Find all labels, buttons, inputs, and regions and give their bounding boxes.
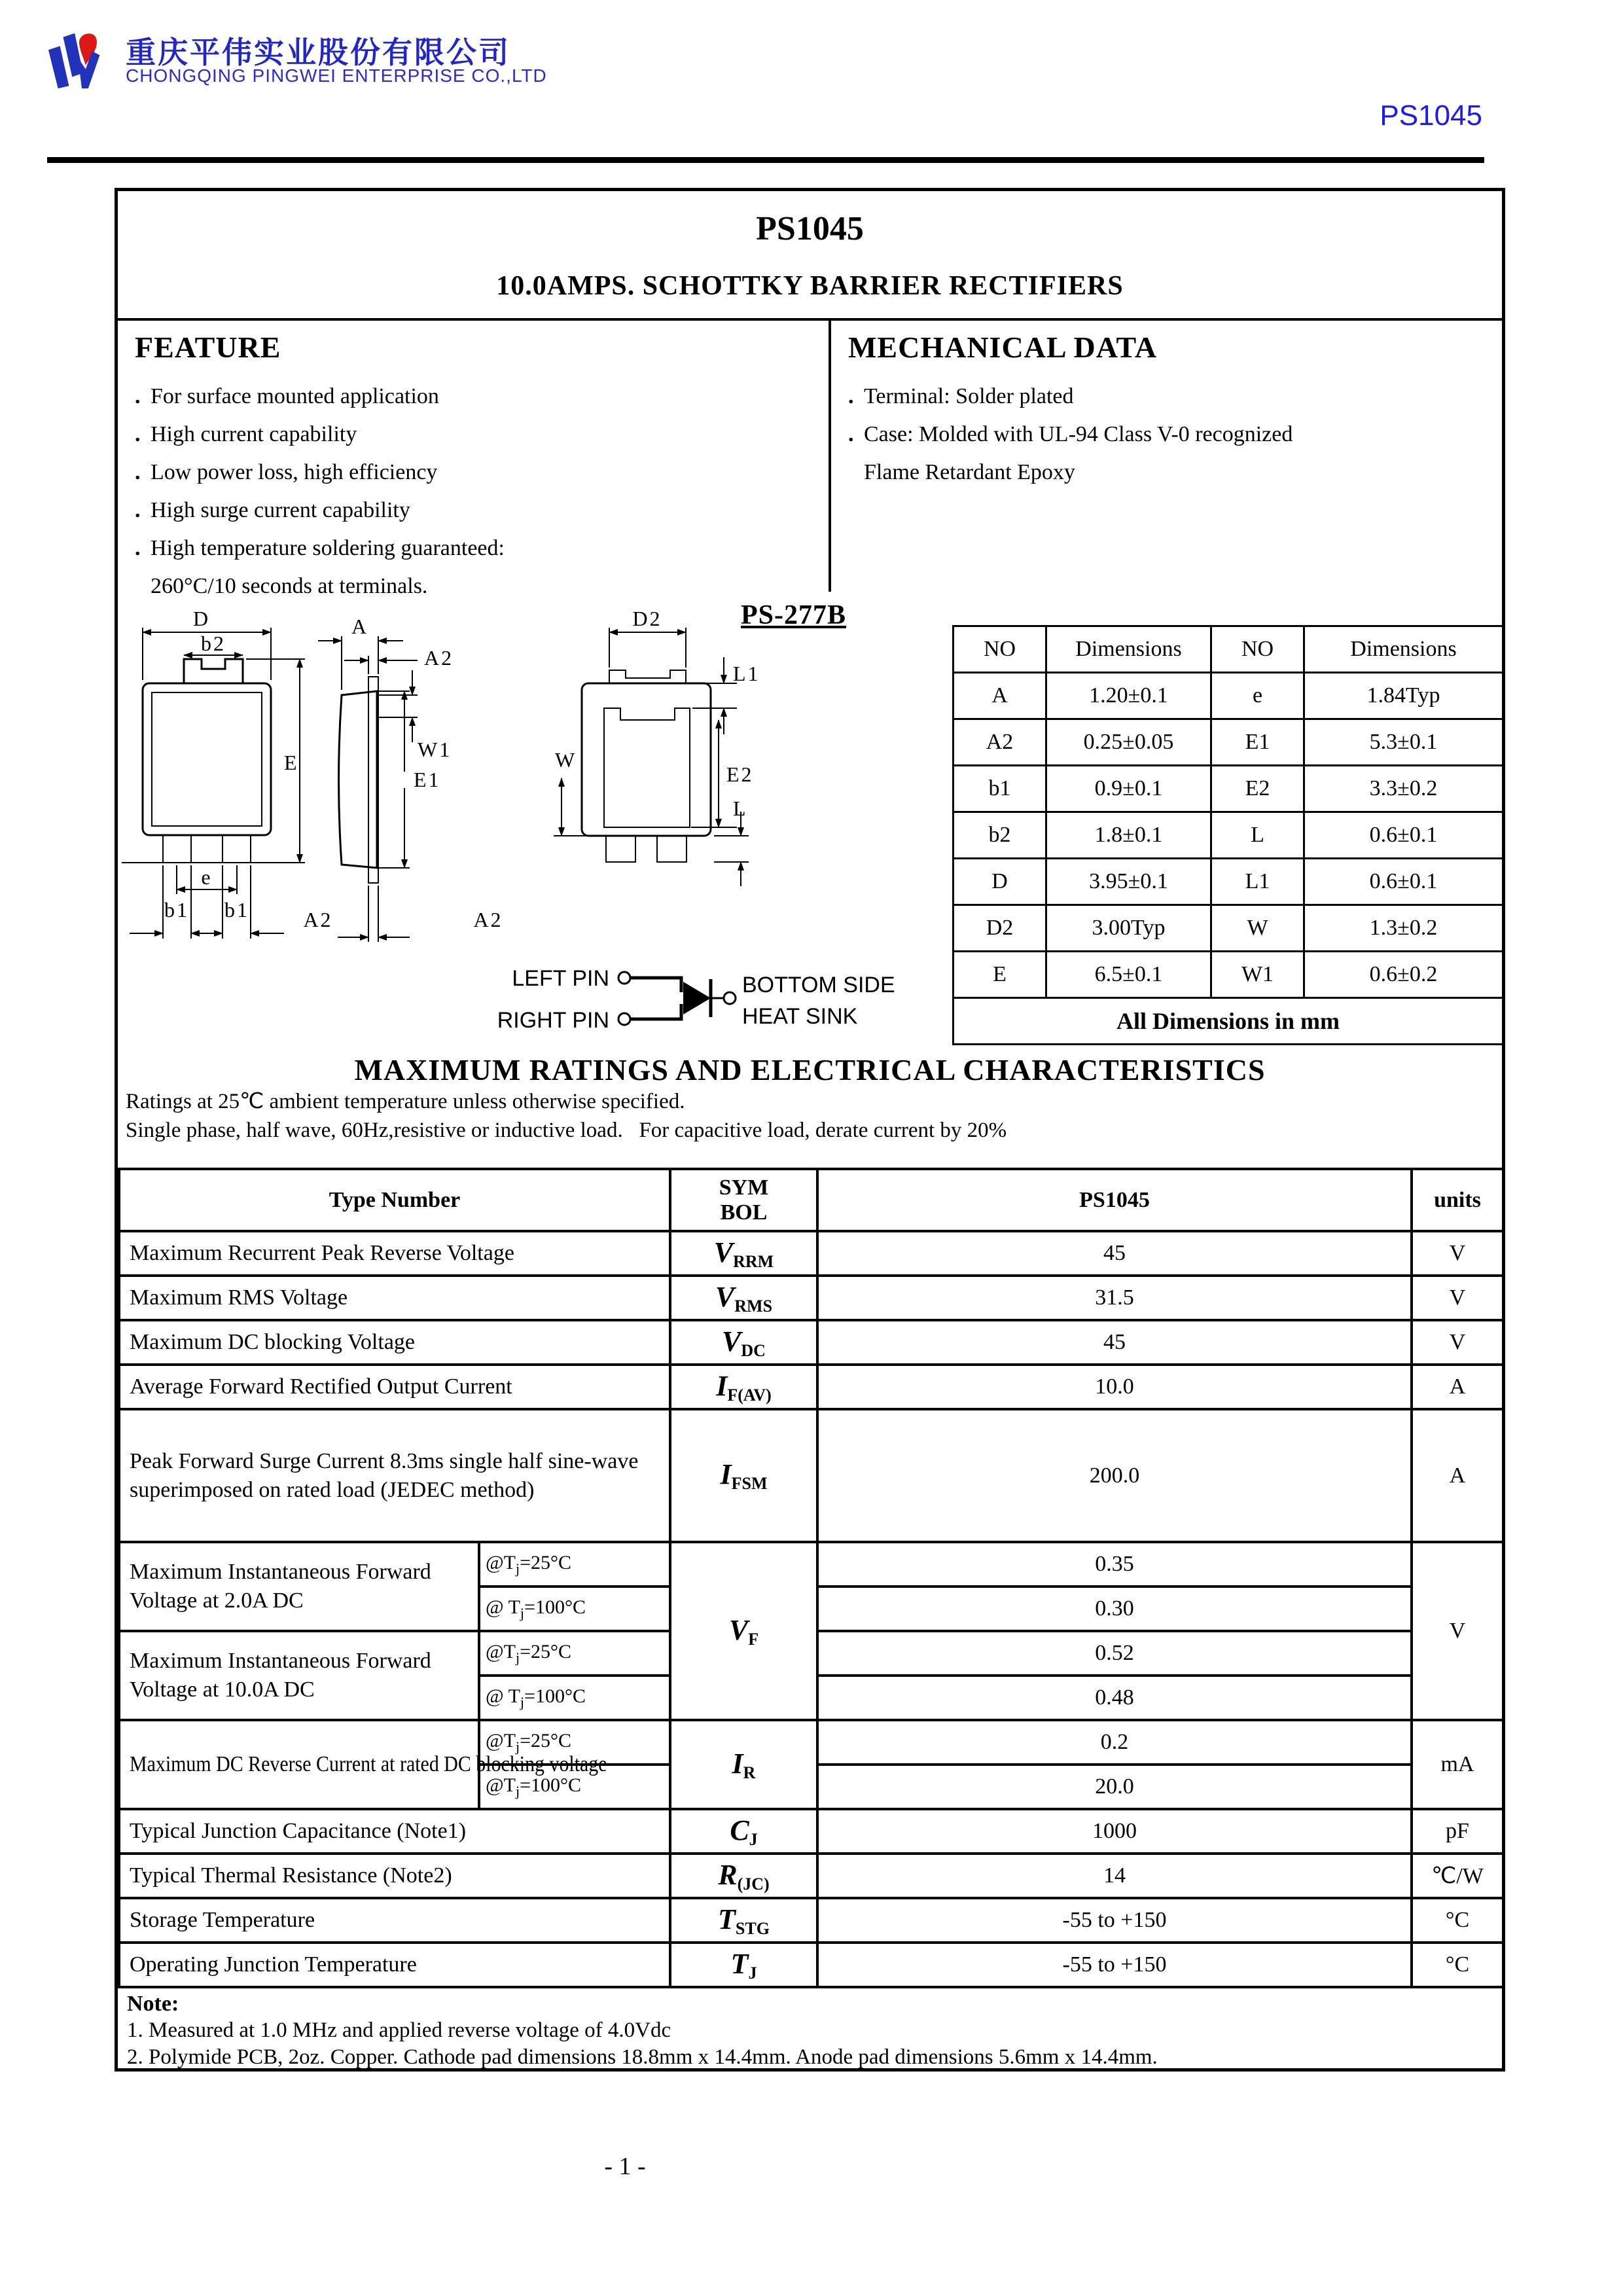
param-value: 31.5 (817, 1276, 1412, 1320)
package-outline-drawing (122, 592, 953, 1045)
header-rule (47, 157, 1484, 163)
pin-legend (497, 966, 895, 1033)
table-row (119, 1320, 1503, 1365)
package-drawing-block (118, 592, 1502, 1047)
dim-label-D: D (192, 607, 211, 630)
symbol-header-line2: BOL (720, 1200, 768, 1225)
dims-col-header: Dimensions (1046, 626, 1211, 673)
symbol-letter: V (722, 1325, 741, 1357)
bullet: . (135, 498, 141, 522)
symbol-subscript: DC (741, 1340, 766, 1360)
dim-label-L1: L1 (733, 662, 760, 685)
param-symbol (670, 1409, 817, 1542)
param-symbol (670, 1809, 817, 1854)
param-label: Average Forward Rectified Output Current (119, 1365, 670, 1409)
feature-item-continuation: 260°C/10 seconds at terminals. (151, 574, 428, 598)
dim-value: 0.6±0.1 (1304, 859, 1503, 905)
feature-item-text: Low power loss, high efficiency (151, 460, 438, 484)
col-header-units: units (1412, 1169, 1503, 1231)
test-condition (479, 1542, 670, 1587)
left-pin-terminal (618, 972, 630, 984)
symbol-subscript: R (743, 1763, 756, 1782)
document-frame (115, 188, 1505, 2072)
side-view (318, 615, 503, 942)
mechanical-item (848, 416, 1502, 454)
symbol-letter: I (732, 1747, 743, 1780)
ratings-heading-block (118, 1047, 1502, 1168)
symbol-letter: V (713, 1236, 734, 1268)
dim-no: L1 (1211, 859, 1304, 905)
dim-label-A: A (351, 615, 369, 638)
right-pin-label: RIGHT PIN (497, 1008, 609, 1033)
cond-text: @T (486, 1551, 516, 1573)
dim-value: 1.84Typ (1304, 673, 1503, 719)
param-label: Maximum Instantaneous Forward Voltage at 10.0A DC (119, 1631, 479, 1720)
symbol-letter: C (730, 1814, 749, 1846)
param-units: V (1412, 1231, 1503, 1276)
feature-item (135, 529, 829, 567)
bullet: . (135, 422, 141, 446)
param-units: V (1412, 1320, 1503, 1365)
notes-block (118, 1987, 1502, 2068)
cond-subscript: j (515, 1738, 520, 1755)
dim-value: 0.9±0.1 (1046, 766, 1211, 812)
bottom-view (554, 607, 760, 886)
mechanical-column (831, 321, 1502, 592)
symbol-letter: R (718, 1858, 738, 1891)
dims-col-header: NO (954, 626, 1046, 673)
dim-no: E (954, 952, 1046, 998)
symbol-header-line1: SYM (719, 1175, 769, 1200)
heatsink-label-line2: HEAT SINK (742, 1004, 858, 1029)
cond-text: =100°C (524, 1685, 586, 1707)
param-value: 45 (817, 1320, 1412, 1365)
table-row (119, 1720, 1503, 1765)
mechanical-item (848, 378, 1502, 416)
feature-mechanical-block (118, 321, 1502, 598)
param-value: 45 (817, 1231, 1412, 1276)
param-value: -55 to +150 (817, 1943, 1412, 1987)
bullet: . (135, 460, 141, 484)
dim-label-E: E (284, 751, 299, 774)
dim-label-b1-left: b1 (164, 898, 189, 922)
table-row (954, 859, 1503, 905)
dim-label-A2-bottom: A2 (303, 908, 333, 931)
feature-item (135, 416, 829, 454)
company-name-english: CHONGQING PINGWEI ENTERPRISE CO.,LTD (126, 65, 547, 86)
dim-label-D2: D2 (632, 607, 662, 630)
table-row (119, 1943, 1503, 1987)
dim-no: W1 (1211, 952, 1304, 998)
dim-value: 3.95±0.1 (1046, 859, 1211, 905)
param-symbol (670, 1943, 817, 1987)
dimensions-header-row (954, 626, 1503, 673)
logo-stripe-1 (48, 46, 69, 88)
param-symbol (670, 1854, 817, 1898)
ratings-heading: MAXIMUM RATINGS AND ELECTRICAL CHARACTERISTICS (354, 1053, 1266, 1086)
dim-value: 1.3±0.2 (1304, 905, 1503, 952)
table-row (119, 1231, 1503, 1276)
symbol-subscript: FSM (731, 1474, 768, 1493)
param-value: 20.0 (817, 1765, 1412, 1809)
symbol-subscript: J (748, 1963, 757, 1982)
dim-value: 3.3±0.2 (1304, 766, 1503, 812)
param-symbol (670, 1365, 817, 1409)
left-pin-label: LEFT PIN (512, 966, 609, 991)
test-condition (479, 1587, 670, 1631)
symbol-letter: V (715, 1280, 735, 1313)
param-label: Maximum Instantaneous Forward Voltage at 2.0A DC (119, 1542, 479, 1631)
param-units: pF (1412, 1809, 1503, 1854)
param-symbol (670, 1276, 817, 1320)
cond-text: @T (486, 1729, 516, 1751)
param-symbol (670, 1231, 817, 1276)
table-row (119, 1809, 1503, 1854)
param-value: 0.2 (817, 1720, 1412, 1765)
ratings-table (118, 1168, 1505, 1988)
symbol-subscript: (JC) (737, 1874, 770, 1893)
param-value: 14 (817, 1854, 1412, 1898)
param-value: 0.48 (817, 1676, 1412, 1720)
param-units: V (1412, 1276, 1503, 1320)
param-label: Typical Junction Capacitance (Note1) (119, 1809, 670, 1854)
dim-value: 0.25±0.05 (1046, 719, 1211, 766)
table-row (119, 1542, 1503, 1587)
cond-text: @ T (486, 1596, 520, 1618)
mechanical-item-text: Case: Molded with UL-94 Class V-0 recognized (864, 422, 1293, 446)
dimensions-table (952, 625, 1504, 1045)
dim-no: L (1211, 812, 1304, 859)
cond-subscript: j (515, 1782, 520, 1799)
param-value: 200.0 (817, 1409, 1412, 1542)
param-value: 10.0 (817, 1365, 1412, 1409)
dim-label-W1: W1 (418, 738, 452, 761)
param-units: ℃/W (1412, 1854, 1503, 1898)
table-row (954, 673, 1503, 719)
cond-text: =100°C (520, 1774, 582, 1796)
feature-column (118, 321, 831, 598)
param-value: 0.35 (817, 1542, 1412, 1587)
bullet: . (135, 536, 141, 560)
param-label: Typical Thermal Resistance (Note2) (119, 1854, 670, 1898)
cond-text: =25°C (520, 1551, 572, 1573)
col-header-part: PS1045 (817, 1169, 1412, 1231)
symbol-subscript: RMS (734, 1296, 773, 1316)
dim-label-A2-top: A2 (424, 646, 454, 670)
dim-no: b2 (954, 812, 1046, 859)
dim-label-b1-right: b1 (224, 898, 249, 922)
dims-footer: All Dimensions in mm (954, 998, 1503, 1045)
symbol-subscript: RRM (733, 1251, 774, 1271)
param-units: V (1412, 1542, 1503, 1720)
cond-subscript: j (520, 1693, 525, 1710)
dim-label-W: W (555, 748, 577, 772)
table-row (954, 719, 1503, 766)
dim-no: W (1211, 905, 1304, 952)
cond-text: =100°C (524, 1596, 586, 1618)
heatsink-label-line1: BOTTOM SIDE (742, 973, 895, 997)
bullet: . (135, 384, 141, 408)
dims-col-header: Dimensions (1304, 626, 1503, 673)
company-name-chinese: 重庆平伟实业股份有限公司 (126, 35, 510, 70)
dim-value: 3.00Typ (1046, 905, 1211, 952)
bullet: . (848, 422, 854, 446)
param-units: mA (1412, 1720, 1503, 1809)
diode-symbol (683, 982, 711, 1014)
symbol-letter: I (716, 1369, 728, 1402)
feature-item (135, 492, 829, 529)
feature-item (135, 378, 829, 416)
package-name: PS-277B (741, 600, 847, 630)
cond-text: @T (486, 1640, 516, 1662)
dims-col-header: NO (1211, 626, 1304, 673)
param-label: Maximum DC blocking Voltage (119, 1320, 670, 1365)
dim-no: D2 (954, 905, 1046, 952)
feature-item-text: High surge current capability (151, 498, 410, 522)
mechanical-item-continuation: Flame Retardant Epoxy (864, 460, 1075, 484)
table-row (954, 952, 1503, 998)
dim-no: A (954, 673, 1046, 719)
param-label-text: Maximum DC Reverse Current at rated DC blocking voltage (130, 1752, 607, 1776)
feature-item-text: High temperature soldering guaranteed: (151, 536, 505, 560)
feature-item-text: For surface mounted application (151, 384, 439, 408)
param-value: 1000 (817, 1809, 1412, 1854)
ratings-header-row (119, 1169, 1503, 1231)
dim-no: E1 (1211, 719, 1304, 766)
dim-value: 6.5±0.1 (1046, 952, 1211, 998)
test-condition (479, 1631, 670, 1676)
cond-text: =25°C (520, 1640, 572, 1662)
cond-text: =25°C (520, 1729, 572, 1751)
dim-no: D (954, 859, 1046, 905)
param-symbol (670, 1898, 817, 1943)
col-header-symbol (670, 1169, 817, 1231)
table-row (119, 1898, 1503, 1943)
dim-value: 5.3±0.1 (1304, 719, 1503, 766)
company-logo (46, 29, 116, 89)
param-symbol (670, 1720, 817, 1809)
param-value: 0.30 (817, 1587, 1412, 1631)
dim-no: A2 (954, 719, 1046, 766)
front-view (122, 607, 333, 939)
notes-heading: Note: (127, 1992, 179, 2016)
param-units: °C (1412, 1943, 1503, 1987)
param-units: A (1412, 1409, 1503, 1542)
dim-label-e: e (201, 865, 213, 889)
ratings-condition-line1: Ratings at 25℃ ambient temperature unless otherwise specified. (126, 1090, 685, 1113)
ratings-condition-line2: Single phase, half wave, 60Hz,resistive or inductive load. For capacitive load, derate current by 20% (126, 1119, 1007, 1142)
dim-value: 1.20±0.1 (1046, 673, 1211, 719)
note-line: 2. Polymide PCB, 2oz. Copper. Cathode pad dimensions 18.8mm x 14.4mm. Anode pad dimensions 5.6mm x 14.4mm. (127, 2045, 1158, 2069)
symbol-letter: I (720, 1458, 732, 1490)
symbol-letter: T (718, 1903, 736, 1935)
param-label: Storage Temperature (119, 1898, 670, 1943)
symbol-subscript: F(AV) (727, 1385, 772, 1405)
symbol-letter: V (728, 1613, 749, 1646)
cond-text: @T (486, 1774, 516, 1796)
note-line: 1. Measured at 1.0 MHz and applied reverse voltage of 4.0Vdc (127, 2018, 671, 2042)
feature-item-text: High current capability (151, 422, 357, 446)
feature-heading: FEATURE (135, 331, 281, 364)
heatsink-terminal (724, 992, 736, 1004)
cond-text: @ T (486, 1685, 520, 1707)
param-label: Maximum Recurrent Peak Reverse Voltage (119, 1231, 670, 1276)
symbol-subscript: F (748, 1629, 759, 1649)
param-label: Peak Forward Surge Current 8.3ms single half sine-wave superimposed on rated load (JEDEC method) (119, 1409, 670, 1542)
col-header-type-number: Type Number (119, 1169, 670, 1231)
dimensions-footer-row (954, 998, 1503, 1045)
title-block (118, 191, 1502, 321)
dim-no: e (1211, 673, 1304, 719)
param-value: 0.52 (817, 1631, 1412, 1676)
cond-subscript: j (515, 1560, 520, 1577)
right-pin-terminal (618, 1013, 630, 1025)
symbol-subscript: STG (735, 1918, 770, 1938)
param-symbol (670, 1320, 817, 1365)
header-part-number: PS1045 (1380, 99, 1482, 132)
dim-label-E1: E1 (414, 768, 441, 791)
dim-value: 0.6±0.2 (1304, 952, 1503, 998)
bullet: . (848, 384, 854, 408)
test-condition (479, 1676, 670, 1720)
symbol-subscript: J (749, 1829, 758, 1849)
param-label: Operating Junction Temperature (119, 1943, 670, 1987)
table-row (119, 1854, 1503, 1898)
table-row (119, 1365, 1503, 1409)
dim-value: 0.6±0.1 (1304, 812, 1503, 859)
page-number: - 1 - (604, 2153, 646, 2180)
table-row (954, 766, 1503, 812)
cond-subscript: j (515, 1649, 520, 1666)
dim-label-L: L (733, 797, 748, 820)
param-units: A (1412, 1365, 1503, 1409)
dim-label-E2: E2 (726, 762, 754, 786)
param-units: °C (1412, 1898, 1503, 1943)
param-label: Maximum RMS Voltage (119, 1276, 670, 1320)
cond-subscript: j (520, 1604, 525, 1621)
symbol-letter: T (730, 1947, 749, 1980)
dim-no: b1 (954, 766, 1046, 812)
feature-item (135, 454, 829, 492)
table-row (954, 812, 1503, 859)
param-value: -55 to +150 (817, 1898, 1412, 1943)
mechanical-item-text: Terminal: Solder plated (864, 384, 1074, 408)
part-number-title: PS1045 (756, 210, 864, 247)
dim-value: 1.8±0.1 (1046, 812, 1211, 859)
table-row (119, 1276, 1503, 1320)
dim-label-A2-side-bottom: A2 (473, 908, 503, 931)
param-symbol (670, 1542, 817, 1720)
dim-label-b2: b2 (201, 632, 226, 655)
table-row (119, 1409, 1503, 1542)
dim-no: E2 (1211, 766, 1304, 812)
table-row (954, 905, 1503, 952)
device-subtitle: 10.0AMPS. SCHOTTKY BARRIER RECTIFIERS (496, 271, 1124, 301)
mechanical-heading: MECHANICAL DATA (848, 331, 1158, 364)
